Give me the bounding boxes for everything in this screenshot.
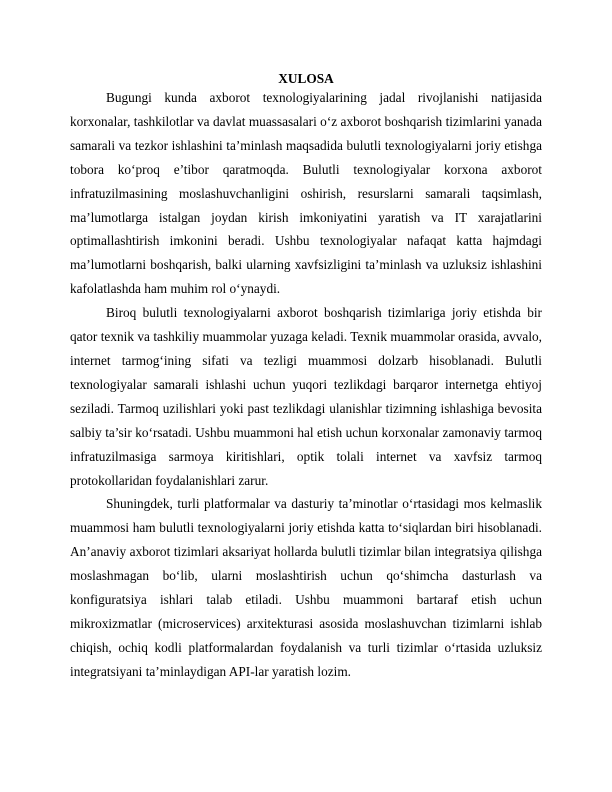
- paragraph-2: Biroq bulutli texnologiyalarni axborot boshqarish tizimlariga joriy etishda bir qator texnik va tashkiliy muammolar yuzaga keladi. Texnik muammolar orasida, avvalo, internet tarmog‘ining sifati va tezligi muammosi dolzarb hisoblanadi. Bulutli texnologiyalar samarali ishlashi uchun yuqori tezlikdagi barqaror internetga ehtiyoj seziladi. Tarmoq uzilishlari yoki past tezlikdagi ulanishlar tizimning ishlashiga bevosita salbiy ta’sir ko‘rsatadi. Ushbu muammoni hal etish uchun korxonalar zamonaviy tarmoq infratuzilmasiga sarmoya kiritishlari, optik tolali internet va xavfsiz tarmoq protokollaridan foydalanishlari zarur.: [70, 305, 542, 488]
- page-title: XULOSA: [278, 71, 334, 86]
- paragraph-1: Bugungi kunda axborot texnologiyalarining jadal rivojlanishi natijasida korxonalar, tashkilotlar va davlat muassasalari o‘z axborot boshqarish tizimlarini yanada samarali va tezkor ishlashini ta’minlash maqsadida bulutli texnologiyalarni joriy etishga tobora ko‘proq e’tibor qaratmoqda. Bulutli texnologiyalar korxona axborot infratuzilmasining moslashuvchanligini oshirish, resurslarni samarali taqsimlash, ma’lumotlarga istalgan joydan kirish imkoniyatini yaratish va IT xarajatlarini optimallashtirish imkonini beradi. Ushbu texnologiyalar nafaqat katta hajmdagi ma’lumotlarni boshqarish, balki ularning xavfsizligini ta’minlash va uzluksiz ishlashini kafolatlashda ham muhim rol o‘ynaydi.: [70, 90, 542, 297]
- document-body: [70, 86, 542, 684]
- paragraph-3: Shuningdek, turli platformalar va dasturiy ta’minotlar o‘rtasidagi mos kelmaslik muammosi ham bulutli texnologiyalarni joriy etishda katta to‘siqlardan biri hisoblanadi. An’anaviy axborot tizimlari aksariyat hollarda bulutli tizimlar bilan integratsiya qilishga moslashmagan bo‘lib, ularni moslashtirish uchun qo‘shimcha dasturlash va konfiguratsiya ishlari talab etiladi. Ushbu muammoni bartaraf etish uchun mikroxizmatlar (microservices) arxitekturasi asosida moslashuvchan tizimlarni ishlab chiqish, ochiq kodli platformalardan foydalanish va turli tizimlar o‘rtasida uzluksiz integratsiyani ta’minlaydigan API-lar yaratish lozim.: [70, 496, 542, 679]
